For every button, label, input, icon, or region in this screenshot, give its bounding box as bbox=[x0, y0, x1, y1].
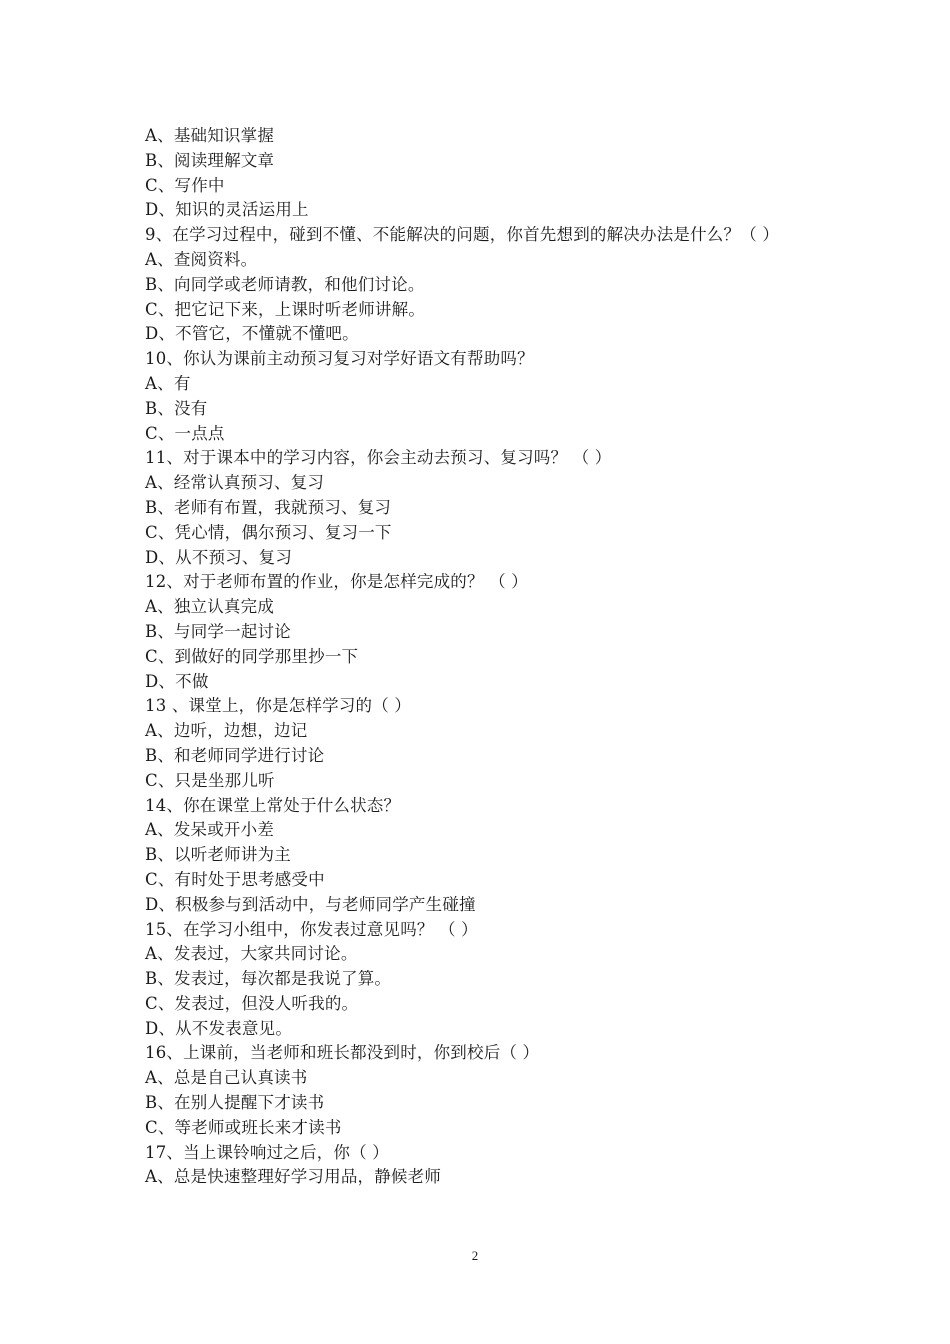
option-line: D、积极参与到活动中，与老师同学产生碰撞 bbox=[145, 894, 476, 914]
question-12: 12、对于老师布置的作业，你是怎样完成的？ （ ） bbox=[145, 572, 528, 592]
option-line: A、经常认真预习、复习 bbox=[145, 473, 325, 493]
option-line: B、老师有布置，我就预习、复习 bbox=[145, 497, 392, 517]
option-line: B、在别人提醒下才读书 bbox=[145, 1093, 325, 1113]
question-14: 14、你在课堂上常处于什么状态？ bbox=[145, 795, 401, 815]
option-line: A、总是快速整理好学习用品，静候老师 bbox=[145, 1167, 442, 1187]
option-line: C、写作中 bbox=[145, 175, 225, 195]
question-9: 9、在学习过程中，碰到不懂、不能解决的问题，你首先想到的解决办法是什么？（ ） bbox=[145, 225, 780, 245]
option-line: D、知识的灵活运用上 bbox=[145, 200, 309, 220]
option-line: C、到做好的同学那里抄一下 bbox=[145, 646, 359, 666]
option-line: A、基础知识掌握 bbox=[145, 126, 275, 145]
option-line: C、等老师或班长来才读书 bbox=[145, 1117, 342, 1137]
option-line: C、有时处于思考感受中 bbox=[145, 869, 325, 889]
option-line: C、发表过，但没人听我的。 bbox=[145, 993, 359, 1013]
option-line: A、发表过，大家共同讨论。 bbox=[145, 944, 358, 964]
option-line: B、和老师同学进行讨论 bbox=[145, 745, 325, 765]
questionnaire-body bbox=[145, 124, 815, 1190]
question-11: 11、对于课本中的学习内容，你会主动去预习、复习吗？ （ ） bbox=[145, 448, 612, 468]
question-10: 10、你认为课前主动预习复习对学好语文有帮助吗？ bbox=[145, 349, 534, 369]
option-line: B、向同学或老师请教，和他们讨论。 bbox=[145, 274, 425, 294]
option-line: A、查阅资料。 bbox=[145, 249, 258, 269]
page-number: 2 bbox=[471, 1248, 479, 1263]
option-line: D、从不预习、复习 bbox=[145, 547, 293, 567]
option-line: C、一点点 bbox=[145, 423, 225, 443]
option-line: B、以听老师讲为主 bbox=[145, 845, 291, 865]
question-16: 16、上课前，当老师和班长都没到时，你到校后（ ） bbox=[145, 1043, 540, 1063]
option-line: D、不管它，不懂就不懂吧。 bbox=[145, 324, 359, 344]
option-line: A、发呆或开小差 bbox=[145, 820, 275, 840]
option-line: C、把它记下来，上课时听老师讲解。 bbox=[145, 299, 426, 319]
option-line: A、有 bbox=[145, 373, 191, 393]
option-line: C、只是坐那儿听 bbox=[145, 770, 275, 790]
option-line: A、独立认真完成 bbox=[145, 597, 275, 617]
option-line: B、与同学一起讨论 bbox=[145, 621, 291, 641]
option-line: B、发表过，每次都是我说了算。 bbox=[145, 969, 392, 989]
option-line: D、不做 bbox=[145, 671, 209, 691]
option-line: A、总是自己认真读书 bbox=[145, 1068, 308, 1088]
question-17: 17、当上课铃响过之后，你（ ） bbox=[145, 1142, 389, 1162]
option-line: D、从不发表意见。 bbox=[145, 1018, 293, 1038]
question-15: 15、在学习小组中，你发表过意见吗？ （ ） bbox=[145, 919, 478, 939]
option-line: B、没有 bbox=[145, 398, 208, 418]
option-line: B、阅读理解文章 bbox=[145, 150, 275, 170]
option-line: A、边听，边想，边记 bbox=[145, 721, 308, 741]
question-13: 13 、课堂上，你是怎样学习的（ ） bbox=[145, 696, 412, 716]
option-line: C、凭心情，偶尔预习、复习一下 bbox=[145, 522, 392, 542]
